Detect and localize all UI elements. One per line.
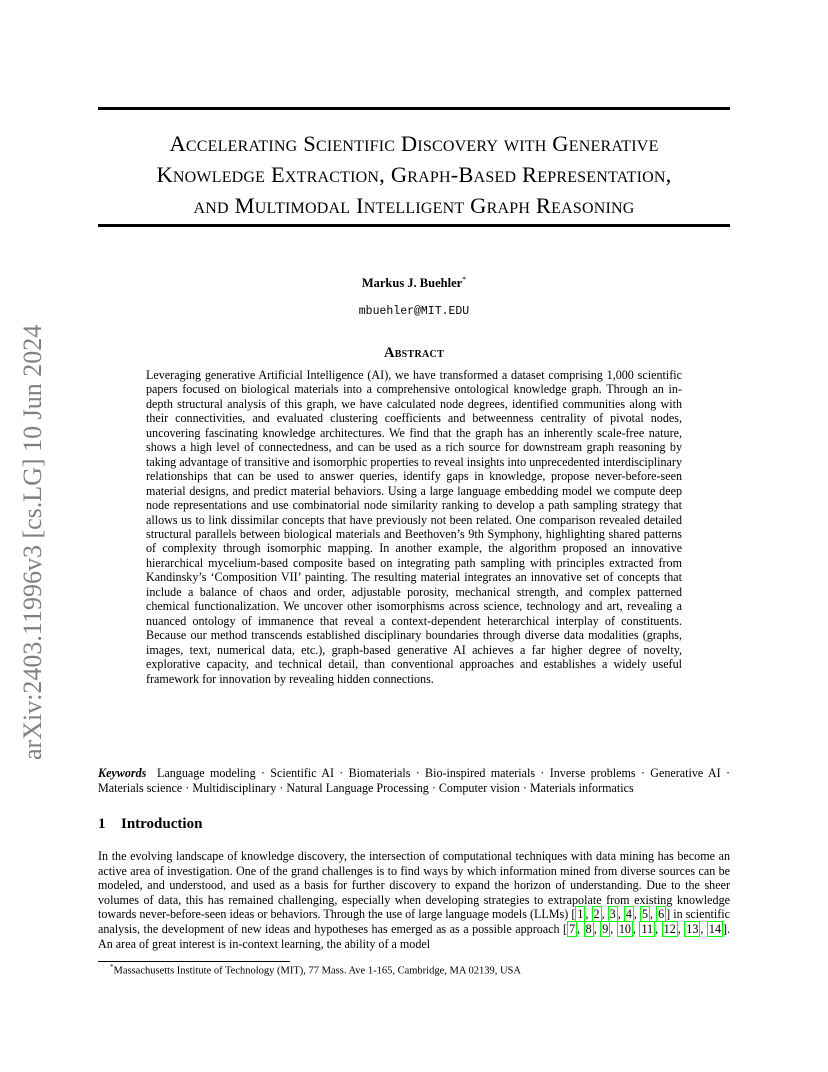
author-name-text: Markus J. Buehler: [361, 276, 463, 291]
citation-group-1: 1 , 2 , 3 , 4 , 5 , 6: [577, 907, 665, 922]
intro-text-part-1: In the evolving landscape of knowledge discovery, the intersection of computational techniques with data mining has become an active area of investigation. One of the grand challenges is to find ways by which information mined from diverse sources can be modeled, and understood, and used as a basis for further discovery to expand the horizon of understanding. Due to the sheer volumes of data, this has remained challenging, especially when developing strategies to extrapolate from existing knowledge towards never-before-seen ideas or behaviors. Through the use of large language models (LLMs) [: [98, 849, 730, 922]
title-line-1: Accelerating Scientific Discovery with Generative: [169, 131, 659, 156]
keywords-label: Keywords: [98, 766, 147, 780]
title-line-3: and Multimodal Intelligent Graph Reasoning: [193, 193, 635, 218]
footnote-rule: [98, 961, 290, 962]
citation-link[interactable]: 12: [663, 921, 676, 936]
citation-link[interactable]: 7: [569, 921, 576, 936]
citation-link[interactable]: 14: [708, 921, 721, 936]
citation-link[interactable]: 13: [686, 921, 699, 936]
citation-group-2: 7 , 8 , 9 , 10 , 11 , 12 , 13 , 14: [569, 921, 721, 936]
section-number: 1: [98, 816, 106, 832]
footnote-text: Massachusetts Institute of Technology (MIT), 77 Mass. Ave 1-165, Cambridge, MA 02139, USA: [113, 965, 521, 977]
keywords: [98, 766, 730, 795]
paper-title: [98, 128, 730, 221]
footnote: [110, 963, 521, 977]
keywords-text: Language modeling · Scientific AI · Biomaterials · Bio-inspired materials · Inverse problems · Generative AI · Materials science · Multidisciplinary · Natural Language Processing · Computer vision · Materials informatics: [98, 766, 730, 795]
introduction-paragraph: [98, 849, 730, 951]
citation-link[interactable]: 9: [602, 921, 609, 936]
title-line-2: Knowledge Extraction, Graph-Based Representation,: [156, 162, 672, 187]
section-heading-introduction: [98, 816, 202, 833]
citation-link[interactable]: 1: [577, 907, 584, 922]
footnote-mark: *: [110, 963, 114, 971]
citation-link[interactable]: 3: [609, 907, 616, 922]
author-footnote-mark: *: [462, 275, 467, 284]
citation-link[interactable]: 10: [618, 921, 631, 936]
title-rule-top: [98, 107, 730, 110]
author-name: [0, 275, 828, 291]
section-title: Introduction: [121, 816, 203, 832]
abstract-text: Leveraging generative Artificial Intelligence (AI), we have transformed a dataset comprising 1,000 scientific papers focused on biological materials into a comprehensive ontological knowledge graph. Through an in-depth structural analysis of this graph, we have calculated node degrees, identified communities along with their connectivities, and evaluated clustering coefficients and betweenness centrality of pivotal nodes, uncovering fascinating knowledge architectures. We find that the graph has an inherently scale-free nature, shows a high level of connectedness, and can be used as a rich source for downstream graph reasoning by taking advantage of transitive and isomorphic properties to reveal insights into unprecedented interdisciplinary relationships that can be used to answer queries, identify gaps in knowledge, propose never-before-seen material designs, and predict material behaviors. Using a large language embedding model we compute deep node representations and use combinatorial node similarity ranking to develop a path sampling strategy that allows us to link dissimilar concepts that have previously not been related. One comparison revealed detailed structural parallels between biological materials and Beethoven’s 9th Symphony, highlighting shared patterns of complexity through isomorphic mapping. In another example, the algorithm proposed an innovative hierarchical mycelium-based composite based on integrating path sampling with principles extracted from Kandinsky’s ‘Composition VII’ painting. The resulting material integrates an innovative set of concepts that include a balance of chaos and order, adjustable porosity, mechanical strength, and complex patterned chemical functionalization. We uncover other isomorphisms across science, technology and art, revealing a nuanced ontology of immanence that reveal a context-dependent heterarchical interplay of constituents. Because our method transcends established disciplinary boundaries through diverse data modalities (graphs, images, text, numerical data, etc.), graph-based generative AI achieves a far higher degree of novelty, explorative capacity, and technical detail, than conventional approaches and establishes a widely useful framework for innovation by revealing hidden connections.: [146, 368, 682, 686]
citation-link[interactable]: 5: [641, 907, 648, 922]
intro-text-part-3: ]. An area of great interest is in-context learning, the ability of a model: [98, 921, 731, 951]
citation-link[interactable]: 8: [585, 921, 592, 936]
abstract-heading: Abstract: [383, 345, 445, 361]
title-rule-bottom: [98, 224, 730, 227]
author-email[interactable]: mbuehler@MIT.EDU: [358, 305, 470, 318]
arxiv-identifier: arXiv:2403.11996v3 [cs.LG] 10 Jun 2024: [18, 324, 47, 760]
citation-link[interactable]: 2: [593, 907, 600, 922]
citation-link[interactable]: 6: [658, 907, 665, 922]
citation-link[interactable]: 4: [625, 907, 632, 922]
citation-link[interactable]: 11: [641, 921, 654, 936]
intro-text-part-2: ] in scientific analysis, the development of new ideas and hypotheses has emerged as as a possible approach [: [98, 907, 731, 936]
